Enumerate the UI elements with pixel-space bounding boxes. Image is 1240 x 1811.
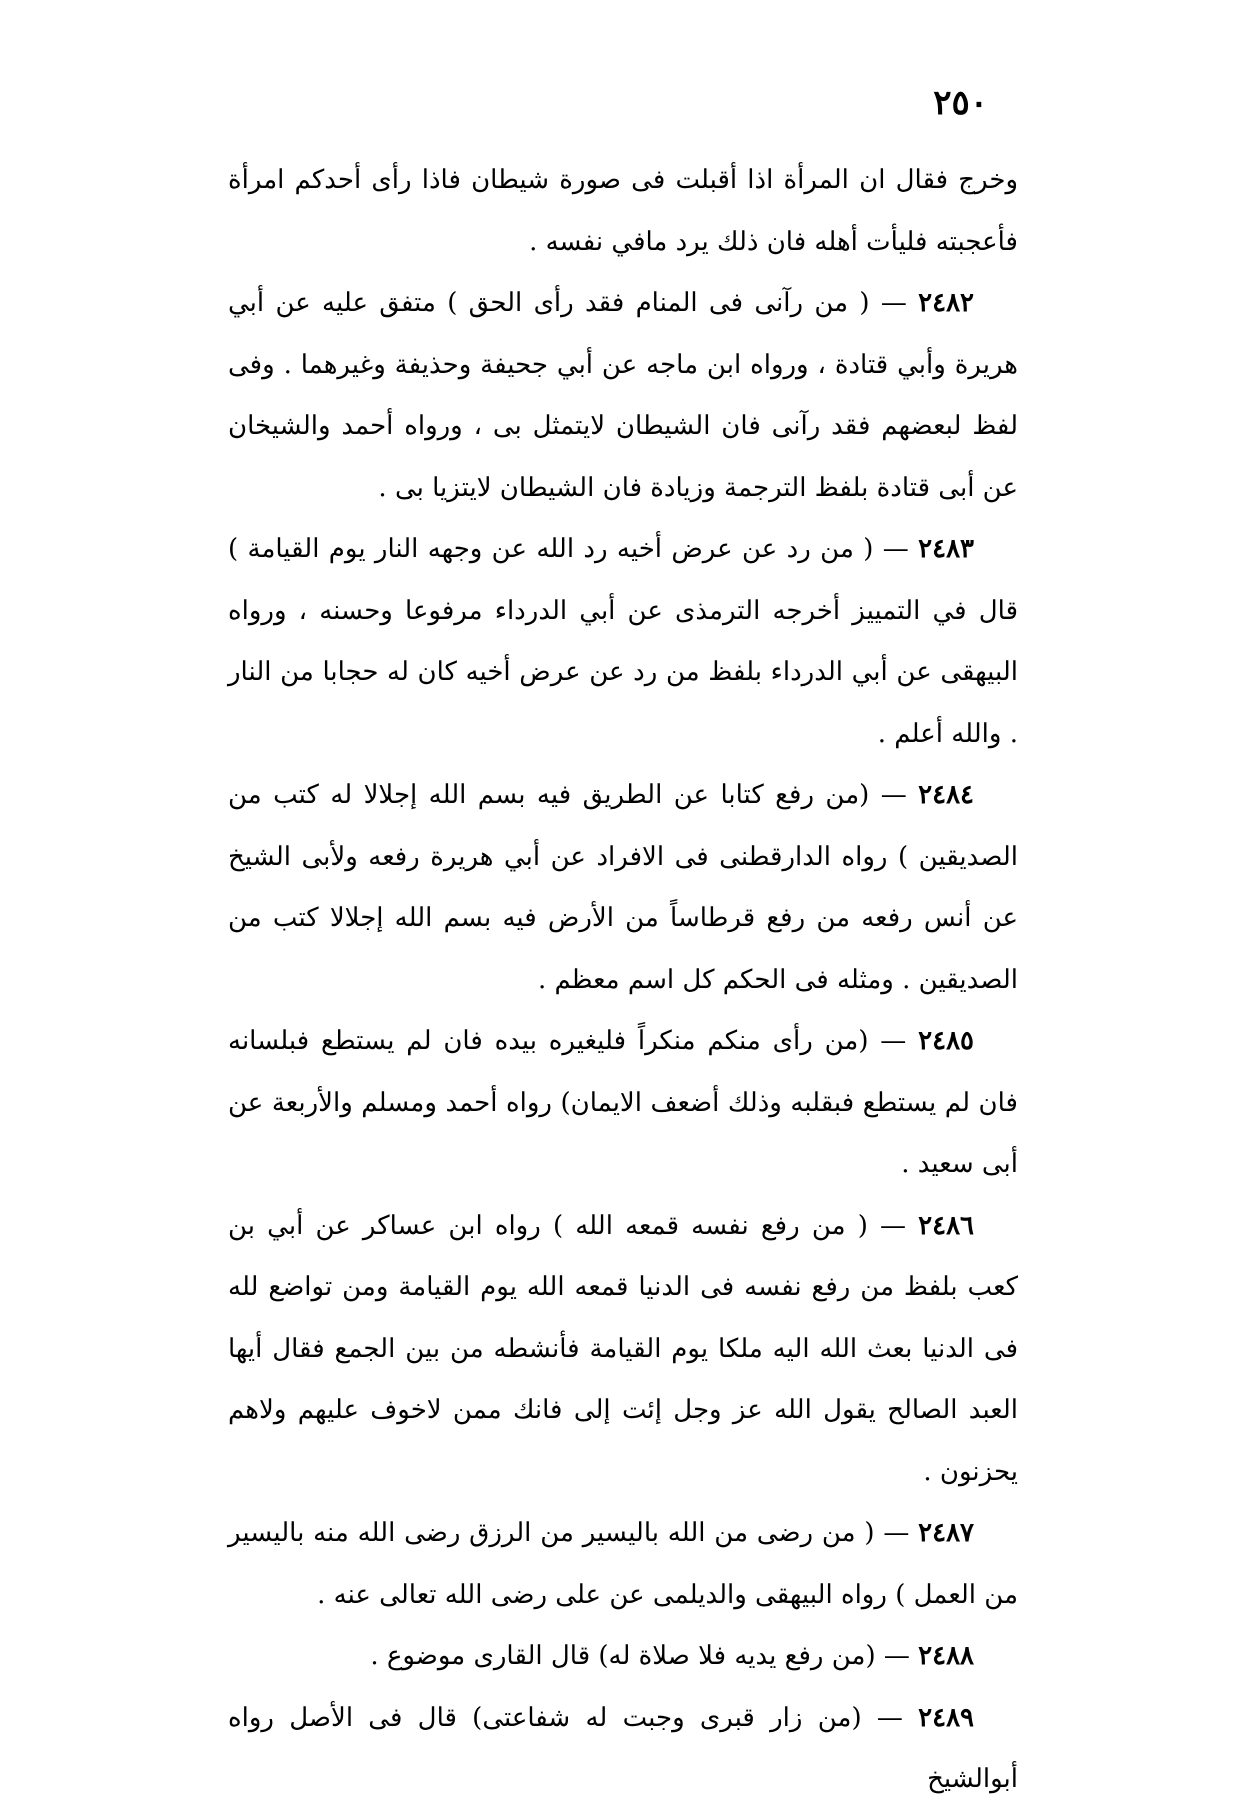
entry-2486 — [228, 1196, 1018, 1504]
entry-2482 — [228, 273, 1018, 519]
entry-number: ٢٤٨٨ — [918, 1641, 974, 1671]
page-number: ٢٥٠ — [933, 83, 988, 123]
entry-2487 — [228, 1503, 1018, 1626]
entry-2489 — [228, 1688, 1018, 1811]
entry-text: — ( من رآنى فى المنام فقد رأى الحق ) متفق عليه عن أبي هريرة وأبي قتادة ، ورواه ابن ماجه عن أبي جحيفة وحذيفة وغيرهما . وفى لفظ لبعضهم فقد رآنى فان الشيطان لايتمثل بى ، ورواه أحمد والشيخان عن أبى قتادة بلفظ الترجمة وزيادة فان الشيطان لايتزيا بى . — [228, 288, 1018, 503]
entry-number: ٢٤٨٤ — [918, 780, 974, 810]
entry-number: ٢٤٨٩ — [918, 1702, 974, 1733]
entry-text: — ( من رضى من الله باليسير من الرزق رضى الله منه باليسير من العمل ) رواه البيهقى والديلمى عن على رضى الله تعالى عنه . — [228, 1518, 1018, 1610]
entry-number: ٢٤٨٣ — [918, 534, 974, 564]
entry-number: ٢٤٨٧ — [918, 1518, 974, 1548]
entry-text: — ( من رفع نفسه قمعه الله ) رواه ابن عساكر عن أبي بن كعب بلفظ من رفع نفسه فى الدنيا قمعه الله يوم القيامة ومن تواضع لله فى الدنيا بعث الله اليه ملكا يوم القيامة فأنشطه من بين الجمع فقال أيها العبد الصالح يقول الله عز وجل إئت إلى فانك ممن لاخوف عليهم ولاهم يحزنون . — [228, 1210, 1018, 1487]
entry-2484 — [228, 765, 1018, 1011]
entry-2485 — [228, 1011, 1018, 1196]
entry-text: — (من رفع يديه فلا صلاة له) قال القارى موضوع . — [370, 1641, 919, 1671]
entry-number: ٢٤٨٥ — [918, 1026, 974, 1056]
entry-text: — (من رأى منكم منكراً فليغيره بيده فان لم يستطع فبلسانه فان لم يستطع فبقلبه وذلك أضعف الايمان) رواه أحمد ومسلم والأربعة عن أبى سعيد . — [228, 1026, 1018, 1179]
entry-text: — (من رفع كتابا عن الطريق فيه بسم الله إجلالا له كتب من الصديقين ) رواه الدارقطنى فى الافراد عن أبي هريرة رفعه ولأبى الشيخ عن أنس رفعه من رفع قرطاساً من الأرض فيه بسم الله إجلالا كتب من الصديقين . ومثله فى الحكم كل اسم معظم . — [228, 780, 1019, 995]
entry-2483 — [228, 519, 1018, 765]
paragraph-text: وخرج فقال ان المرأة اذا أقبلت فى صورة شيطان فاذا رأى أحدكم امرأة فأعجبته فليأت أهله فان ذلك يرد مافي نفسه . — [228, 165, 1018, 257]
page-body — [228, 150, 1018, 1811]
paragraph-continuation — [228, 150, 1018, 273]
entry-number: ٢٤٨٢ — [918, 288, 974, 318]
entry-2488 — [228, 1626, 1018, 1688]
entry-number: ٢٤٨٦ — [918, 1210, 974, 1241]
entry-text: — ( من رد عن عرض أخيه رد الله عن وجهه النار يوم القيامة ) قال في التمييز أخرجه الترمذى عن أبي الدرداء مرفوعا وحسنه ، ورواه البيهقى عن أبي الدرداء بلفظ من رد عن عرض أخيه كان له حجابا من النار . والله أعلم . — [228, 534, 1018, 749]
entry-text: — (من زار قبرى وجبت له شفاعتى) قال فى الأصل رواه أبوالشيخ — [228, 1702, 1018, 1794]
